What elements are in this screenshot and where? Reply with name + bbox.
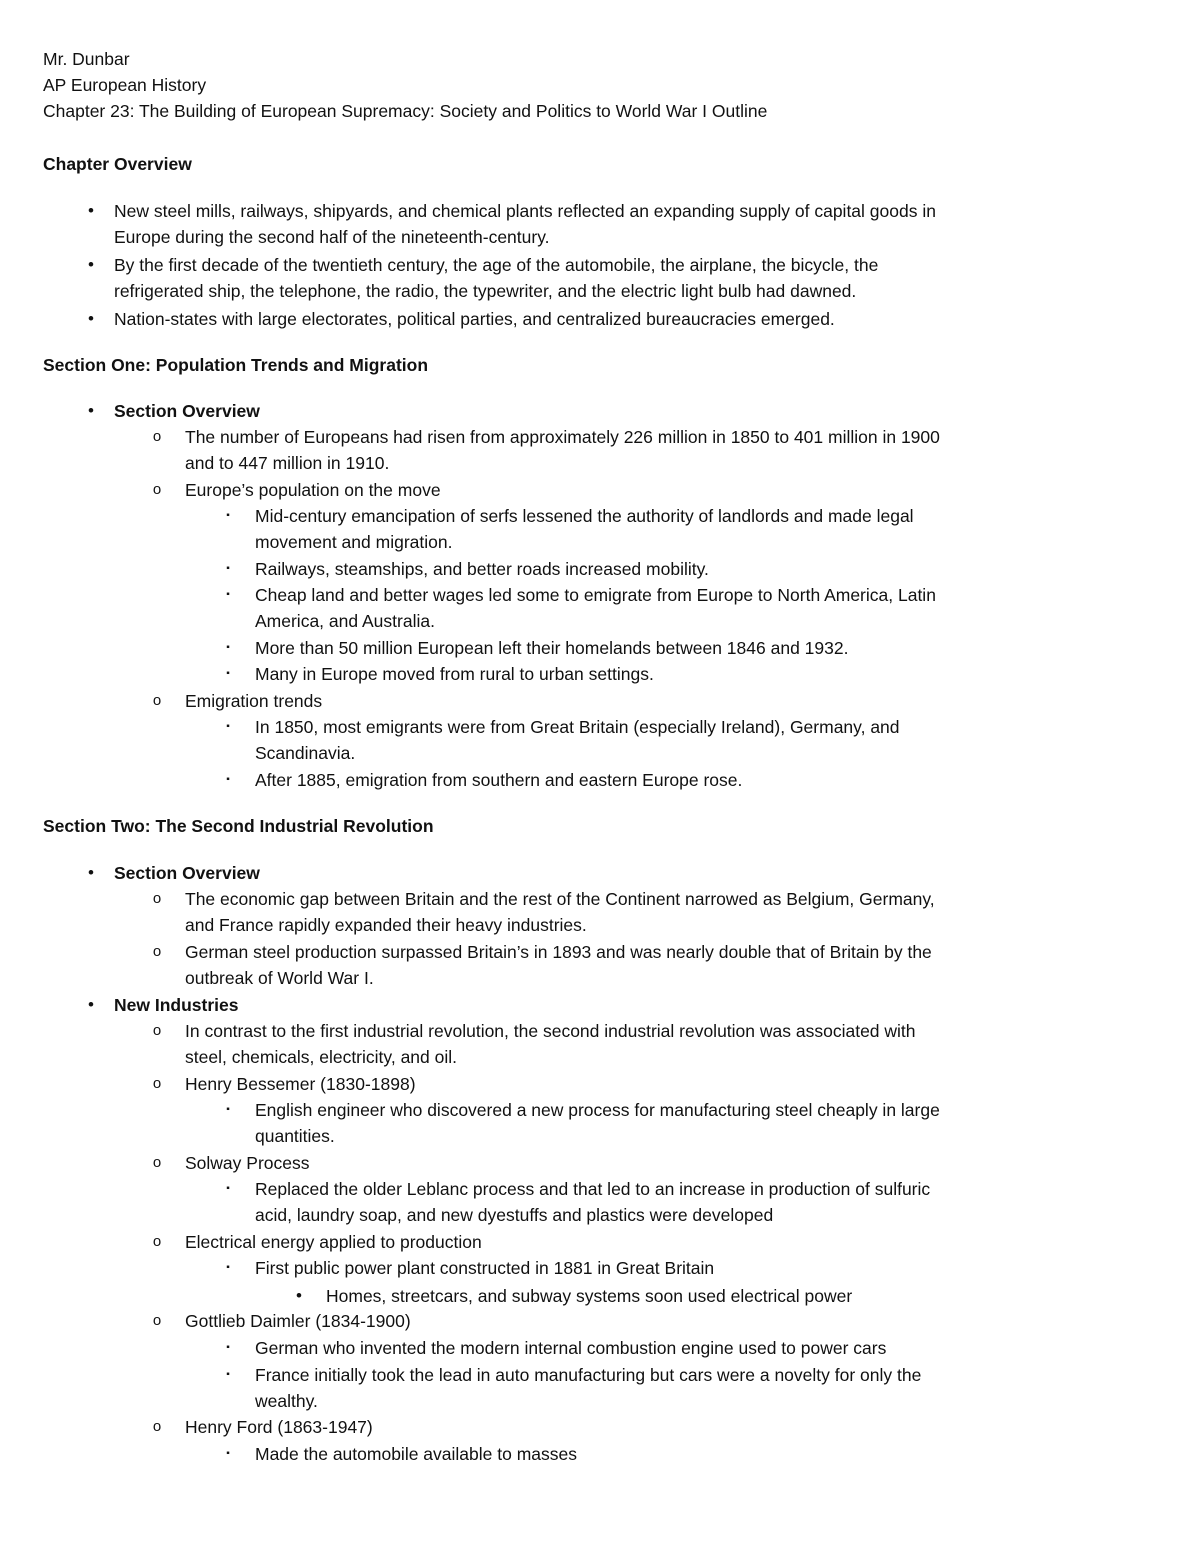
population-move-label: Europe’s population on the move [185,480,441,500]
move-item-4: More than 50 million European left their homelands between 1846 and 1932. [255,638,849,658]
economic-gap-line-1: The economic gap between Britain and the rest of the Continent narrowed as Belgium, Germany, [185,889,935,909]
bullet-dot-icon: • [88,995,94,1014]
bullet-square-icon: ▪ [226,589,230,600]
bullet-square-icon: ▪ [226,721,230,732]
bullet-circle-icon: o [152,692,162,709]
bullet-dot-icon: • [296,1286,302,1305]
economic-gap-line-2: and France rapidly expanded their heavy industries. [185,915,587,935]
section-two-heading: Section Two: The Second Industrial Revolution [43,816,434,836]
bullet-square-icon: ▪ [226,642,230,653]
bullet-circle-icon: o [152,1233,162,1250]
solway-item-line-1: Replaced the older Leblanc process and that led to an increase in production of sulfuric [255,1179,931,1199]
emigration-trends-label: Emigration trends [185,691,323,711]
emigration-item-1-line-2: Scandinavia. [255,743,356,763]
bullet-square-icon: ▪ [226,510,230,521]
ford-item: Made the automobile available to masses [255,1444,577,1464]
electrical-label: Electrical energy applied to production [185,1232,482,1252]
bullet-square-icon: ▪ [226,1104,230,1115]
new-industries-label: New Industries [114,995,239,1015]
contrast-line-2: steel, chemicals, electricity, and oil. [185,1047,458,1067]
daimler-label: Gottlieb Daimler (1834-1900) [185,1311,411,1331]
bullet-circle-icon: o [152,1154,162,1171]
steel-production-line-1: German steel production surpassed Britain’s in 1893 and was nearly double that of Britain by the [185,942,932,962]
bullet-circle-icon: o [152,428,162,445]
bullet-circle-icon: o [152,1312,162,1329]
section-two-overview-label: Section Overview [114,863,260,883]
bullet-square-icon: ▪ [226,563,230,574]
bullet-circle-icon: o [152,1022,162,1039]
steel-production-line-2: outbreak of World War I. [185,968,374,988]
emigration-item-1-line-1: In 1850, most emigrants were from Great Britain (especially Ireland), Germany, and [255,717,900,737]
bullet-circle-icon: o [152,890,162,907]
section-one-overview-label: Section Overview [114,401,260,421]
bullet-dot-icon: • [88,863,94,882]
daimler-item-1: German who invented the modern internal combustion engine used to power cars [255,1338,887,1358]
bullet-circle-icon: o [152,943,162,960]
move-item-2: Railways, steamships, and better roads increased mobility. [255,559,709,579]
daimler-item-2-line-1: France initially took the lead in auto manufacturing but cars were a novelty for only the [255,1365,922,1385]
move-item-1-line-2: movement and migration. [255,532,453,552]
chapter-overview-heading: Chapter Overview [43,154,192,174]
bullet-square-icon: ▪ [226,668,230,679]
bullet-dot-icon: • [88,309,94,328]
population-figures-line-2: and to 447 million in 1910. [185,453,390,473]
bessemer-label: Henry Bessemer (1830-1898) [185,1074,416,1094]
solway-label: Solway Process [185,1153,310,1173]
overview-item-1-line-1: New steel mills, railways, shipyards, and chemical plants reflected an expanding supply of capital goods in [114,201,936,221]
document-title: Chapter 23: The Building of European Supremacy: Society and Politics to World War I Outline [43,101,768,121]
bullet-square-icon: ▪ [226,1342,230,1353]
overview-item-2-line-1: By the first decade of the twentieth century, the age of the automobile, the airplane, the bicycle, the [114,255,879,275]
solway-item-line-2: acid, laundry soap, and new dyestuffs and plastics were developed [255,1205,774,1225]
daimler-item-2-line-2: wealthy. [255,1391,318,1411]
bullet-square-icon: ▪ [226,1369,230,1380]
contrast-line-1: In contrast to the first industrial revolution, the second industrial revolution was associated with [185,1021,916,1041]
bullet-square-icon: ▪ [226,1448,230,1459]
bullet-circle-icon: o [152,481,162,498]
population-figures-line-1: The number of Europeans had risen from approximately 226 million in 1850 to 401 million in 1900 [185,427,940,447]
overview-item-2-line-2: refrigerated ship, the telephone, the radio, the typewriter, and the electric light bulb had dawned. [114,281,857,301]
emigration-item-2: After 1885, emigration from southern and eastern Europe rose. [255,770,743,790]
course-name: AP European History [43,75,207,95]
bullet-dot-icon: • [88,255,94,274]
bullet-square-icon: ▪ [226,1262,230,1273]
move-item-5: Many in Europe moved from rural to urban settings. [255,664,654,684]
bessemer-item-line-2: quantities. [255,1126,335,1146]
section-one-heading: Section One: Population Trends and Migration [43,355,429,375]
author-name: Mr. Dunbar [43,49,130,69]
move-item-3-line-1: Cheap land and better wages led some to emigrate from Europe to North America, Latin [255,585,936,605]
bullet-square-icon: ▪ [226,774,230,785]
bessemer-item-line-1: English engineer who discovered a new process for manufacturing steel cheaply in large [255,1100,940,1120]
electrical-item: First public power plant constructed in 1881 in Great Britain [255,1258,715,1278]
move-item-3-line-2: America, and Australia. [255,611,435,631]
move-item-1-line-1: Mid-century emancipation of serfs lessened the authority of landlords and made legal [255,506,914,526]
bullet-circle-icon: o [152,1075,162,1092]
overview-item-1-line-2: Europe during the second half of the nineteenth-century. [114,227,550,247]
ford-label: Henry Ford (1863-1947) [185,1417,373,1437]
bullet-dot-icon: • [88,201,94,220]
overview-item-3: Nation-states with large electorates, political parties, and centralized bureaucracies emerged. [114,309,835,329]
bullet-dot-icon: • [88,401,94,420]
bullet-circle-icon: o [152,1418,162,1435]
electrical-subitem: Homes, streetcars, and subway systems soon used electrical power [326,1286,853,1306]
bullet-square-icon: ▪ [226,1183,230,1194]
